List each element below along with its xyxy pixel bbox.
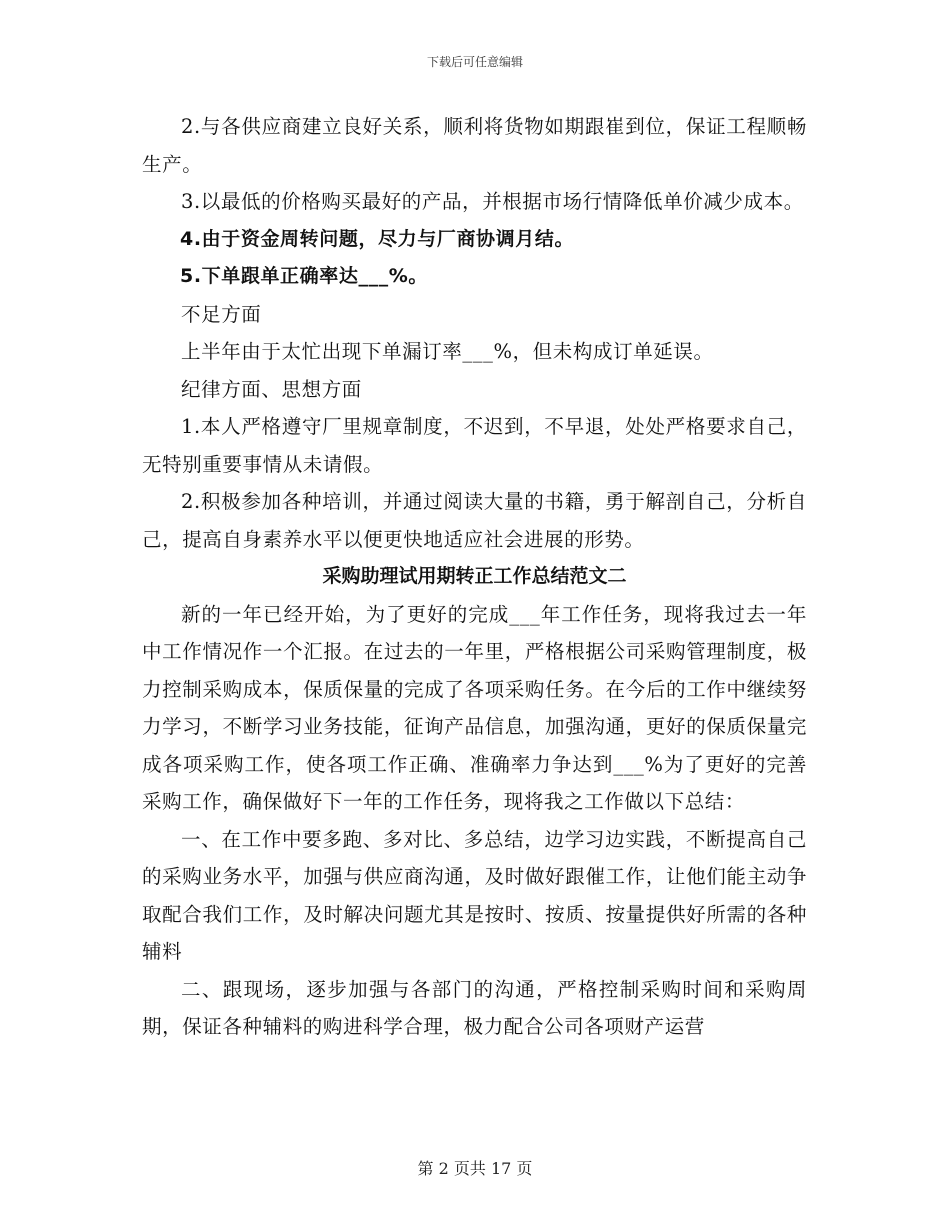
- bold-item-4: 4.由于资金周转问题，尽力与厂商协调月结。: [180, 227, 575, 250]
- paragraph-point-1: 一、在工作中要多跑、多对比、多总结，边学习边实践，不断提高自己的采购业务水平，加强与供应商沟通，及时做好跟催工作，让他们能主动争取配合我们工作，及时解决问题尤其是按时、按质、按量提供好所需的各种辅料: [142, 827, 807, 963]
- subheading-discipline: 纪律方面、思想方面: [181, 377, 362, 401]
- bold-item-5: 5.下单跟单正确率达___%。: [180, 265, 428, 287]
- paragraph-intro: 新的一年已经开始，为了更好的完成___年工作任务，现将我过去一年中工作情况作一个汇报。在过去的一年里，严格根据公司采购管理制度，极力控制采购成本，保质保量的完成了各项采购任务。在今后的工作中继续努力学习，不断学习业务技能，征询产品信息，加强沟通，更好的保质保量完成各项采购工作，使各项工作正确、准确率力争达到___%为了更好的完善采购工作，确保做好下一年的工作任务，现将我之工作做以下总结：: [142, 602, 807, 813]
- page-footer: 第 2 页共 17 页: [417, 1159, 533, 1178]
- paragraph-discipline-1: 1.本人严格遵守厂里规章制度，不迟到，不早退，处处严格要求自己，无特别重要事情从未请假。: [142, 415, 807, 476]
- paragraph-point-2: 二、跟现场，逐步加强与各部门的沟通，严格控制采购时间和采购周期，保证各种辅料的购进科学合理，极力配合公司各项财产运营: [142, 977, 807, 1038]
- subheading-shortcomings: 不足方面: [181, 302, 262, 326]
- section-title: 采购助理试用期转正工作总结范文二: [322, 565, 627, 587]
- paragraph-item-2: 2.与各供应商建立良好关系，顺利将货物如期跟崔到位，保证工程顺畅生产。: [142, 115, 807, 176]
- paragraph-shortcomings: 上半年由于太忙出现下单漏订率___%，但未构成订单延误。: [181, 340, 714, 363]
- document-body: [142, 108, 807, 1046]
- paragraph-item-3: 3.以最低的价格购买最好的产品，并根据市场行情降低单价减少成本。: [181, 190, 804, 213]
- header-note: 下载后可任意编辑: [426, 55, 523, 69]
- paragraph-discipline-2: 2.积极参加各种培训，并通过阅读大量的书籍，勇于解剖自己，分析自己，提高自身素养水平以便更快地适应社会进展的形势。: [142, 490, 807, 551]
